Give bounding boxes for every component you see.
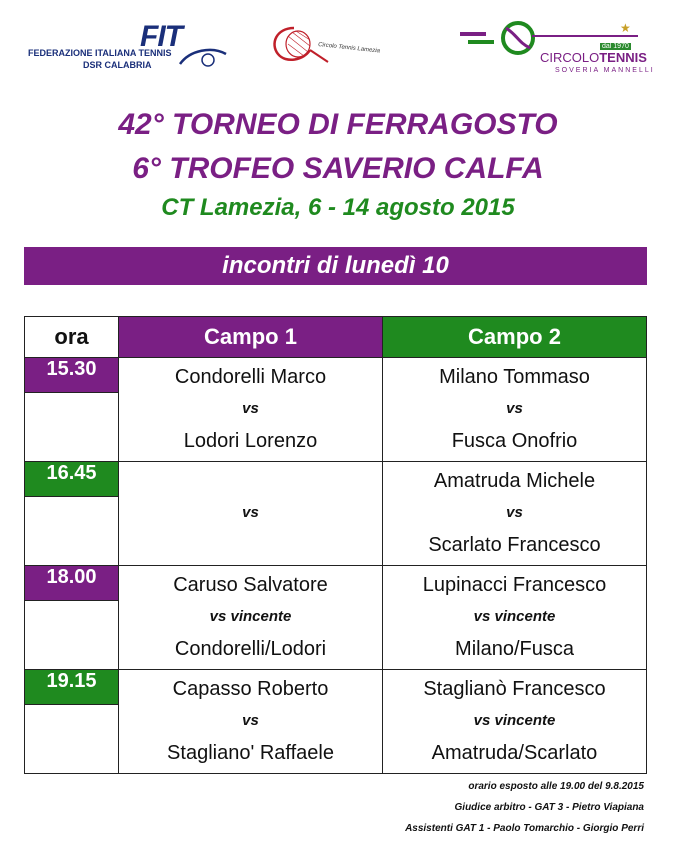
racket-icon bbox=[268, 20, 398, 70]
vs-label: vs vincente bbox=[473, 712, 556, 729]
player-1: Milano Tommaso bbox=[439, 366, 590, 388]
posted-time-note: orario esposto alle 19.00 del 9.8.2015 bbox=[468, 781, 644, 792]
player-1: Staglianò Francesco bbox=[423, 678, 606, 700]
venue-dates: CT Lamezia, 6 - 14 agosto 2015 bbox=[161, 194, 515, 221]
time-cell bbox=[25, 566, 119, 670]
court-1-match bbox=[119, 566, 383, 670]
circolo-place: SOVERIA MANNELLI bbox=[555, 67, 655, 74]
court-2-match bbox=[383, 566, 647, 670]
fit-logo-name: FIT bbox=[140, 20, 182, 53]
player-2 bbox=[119, 528, 382, 562]
time-cell bbox=[25, 670, 119, 774]
table-row bbox=[25, 566, 647, 670]
court-2-match bbox=[383, 670, 647, 774]
time-cell bbox=[25, 462, 119, 566]
header-campo-2: Campo 2 bbox=[383, 317, 647, 358]
player-2: Scarlato Francesco bbox=[428, 534, 601, 556]
referee-note: Giudice arbitro - GAT 3 - Pietro Viapiana bbox=[454, 802, 644, 813]
circolo-name-b: TENNIS bbox=[599, 50, 647, 65]
circolo-tennis-logo bbox=[460, 16, 655, 78]
circolo-since: dal 1970 bbox=[602, 43, 629, 50]
vs-label: vs bbox=[242, 400, 259, 417]
player-2: Milano/Fusca bbox=[455, 638, 574, 660]
time-label: 19.15 bbox=[25, 670, 118, 705]
header-campo-1: Campo 1 bbox=[119, 317, 383, 358]
table-row bbox=[25, 670, 647, 774]
vs-label: vs bbox=[506, 504, 523, 521]
player-1: Amatruda Michele bbox=[433, 470, 596, 492]
court-1-match bbox=[119, 670, 383, 774]
time-label: 16.45 bbox=[25, 462, 118, 497]
court-1-match bbox=[119, 358, 383, 462]
vs-label: vs vincente bbox=[209, 608, 292, 625]
player-2: Lodori Lorenzo bbox=[183, 430, 318, 452]
vs-label: vs vincente bbox=[473, 608, 556, 625]
vs-label: vs bbox=[506, 400, 523, 417]
player-2: Amatruda/Scarlato bbox=[431, 742, 598, 764]
court-1-match bbox=[119, 462, 383, 566]
table-row bbox=[25, 462, 647, 566]
player-2: Condorelli/Lodori bbox=[174, 638, 327, 660]
circolo-name bbox=[540, 50, 647, 65]
time-cell bbox=[25, 358, 119, 462]
player-1: Caruso Salvatore bbox=[173, 574, 328, 596]
court-2-match bbox=[383, 358, 647, 462]
logo-bar bbox=[0, 10, 676, 80]
table-row bbox=[25, 358, 647, 462]
star-icon: ★ bbox=[620, 21, 631, 35]
fit-logo-line1: FEDERAZIONE ITALIANA TENNIS bbox=[28, 48, 172, 58]
fit-logo-line2: DSR CALABRIA bbox=[83, 60, 152, 70]
vs-label: vs bbox=[242, 712, 259, 729]
table-header-row bbox=[25, 317, 647, 358]
assistants-note: Assistenti GAT 1 - Paolo Tomarchio - Giorgio Perri bbox=[405, 823, 644, 834]
lamezia-logo-text: Circolo Tennis Lamezia bbox=[317, 42, 381, 55]
fit-logo bbox=[28, 20, 228, 70]
player-1: Lupinacci Francesco bbox=[422, 574, 607, 596]
court-2-match bbox=[383, 462, 647, 566]
header-ora: ora bbox=[25, 317, 119, 358]
player-1: Capasso Roberto bbox=[172, 678, 329, 700]
player-1: Condorelli Marco bbox=[174, 366, 327, 388]
player-2: Stagliano' Raffaele bbox=[167, 742, 334, 764]
time-label: 15.30 bbox=[25, 358, 118, 393]
fit-swoosh-icon bbox=[178, 46, 228, 68]
trophy-title: 6° TROFEO SAVERIO CALFA bbox=[132, 152, 544, 185]
tournament-title: 42° TORNEO DI FERRAGOSTO bbox=[118, 108, 558, 141]
time-label: 18.00 bbox=[25, 566, 118, 601]
lamezia-logo bbox=[268, 20, 398, 70]
circolo-name-a: CIRCOLO bbox=[540, 50, 600, 65]
schedule-table bbox=[24, 316, 647, 774]
player-1 bbox=[119, 464, 382, 498]
player-2: Fusca Onofrio bbox=[451, 430, 578, 452]
day-banner: incontri di lunedì 10 bbox=[24, 247, 647, 285]
vs-label: vs bbox=[242, 504, 259, 521]
